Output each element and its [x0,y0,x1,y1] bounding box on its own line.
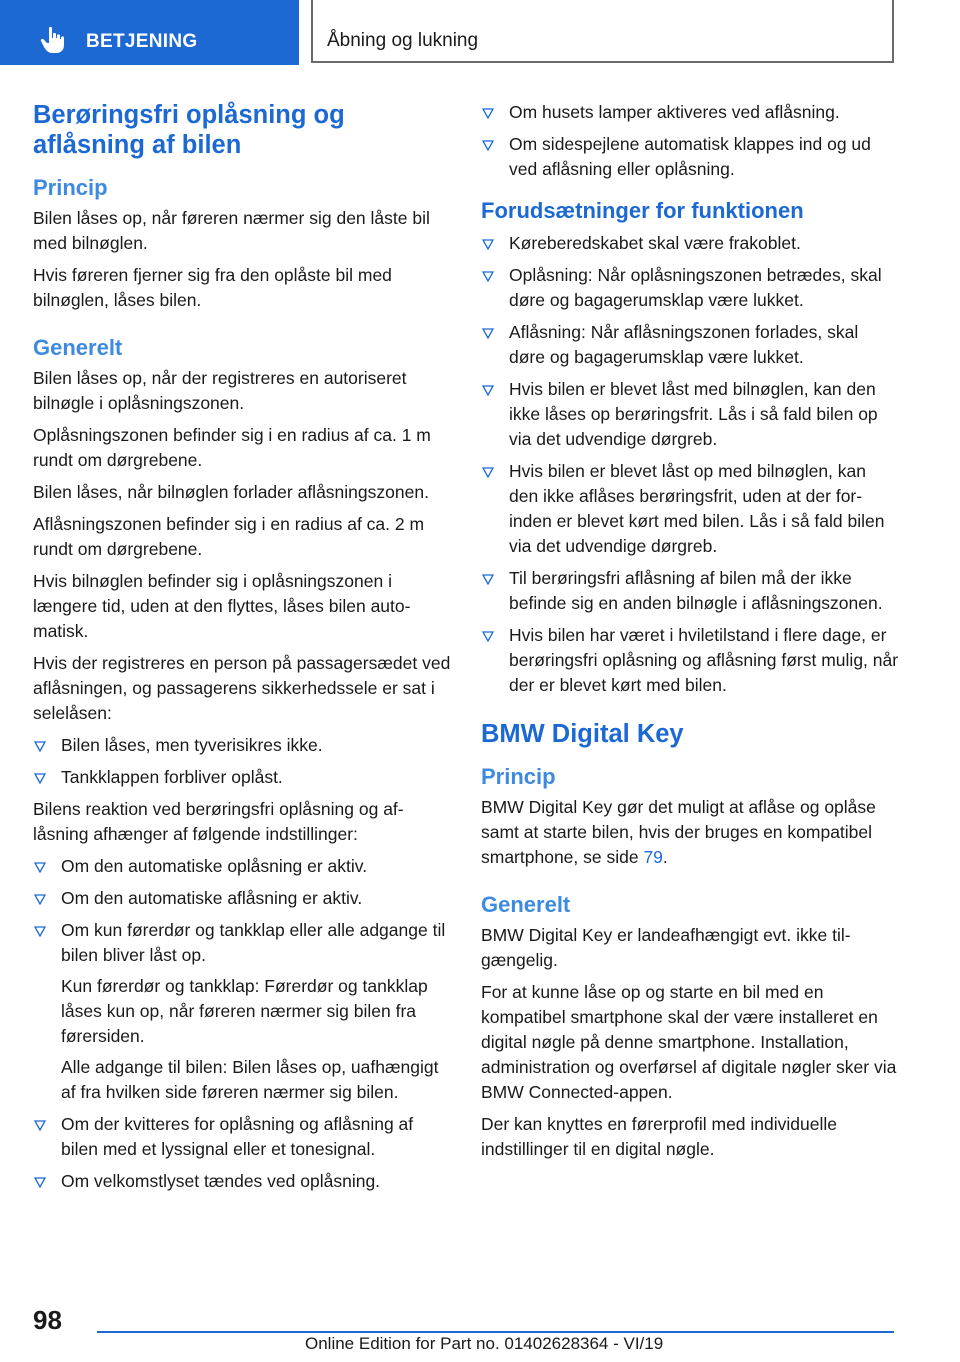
princip-heading: Princip [481,764,556,789]
header-section-tab [0,0,299,65]
footer-divider [97,1331,894,1333]
list-item: Oplåsning: Når oplåsningszonen betrædes, skal døre og bagagerumsklap være lukket. [481,263,899,313]
generelt-heading: Generelt [481,892,571,917]
list-item: Hvis bilen er blevet låst op med bilnøglen, kan den ikke aflåses berøringsfrit, uden at der forinden er blevet kørt med bilen. Lås i så fald bilen via det udvendige dørgreb. [481,459,899,559]
list-item: Om husets lamper aktiveres ved aflåsning. [481,100,899,125]
paragraph: Hvis der registreres en person på passagersædet ved aflåsningen, og passagerens sikkerhedssele er sat i selelåsen: [33,653,451,723]
forudsaetninger-heading: Forudsætninger for funktionen [481,198,804,223]
list-item: Køreberedskabet skal være frakoblet. [481,231,899,256]
triangle-bullet-icon [34,773,46,784]
triangle-bullet-icon [482,467,494,478]
page-number: 98 [33,1305,62,1335]
header-chapter-box [311,0,894,63]
paragraph: Oplåsningszonen befinder sig i en radius af ca. 1 m rundt om dørgrebene. [33,425,431,470]
list-item: Aflåsning: Når aflåsningszonen forlades, skal døre og bagagerumsklap være lukket. [481,320,899,370]
triangle-bullet-icon [34,894,46,905]
triangle-bullet-icon [482,239,494,250]
list-item: Tankklappen forbliver oplåst. [33,765,451,790]
list-item: Til berøringsfri aflåsning af bilen må der ikke befinde sig en anden bilnøgle i aflåsningszonen. [481,566,899,616]
list-item: Om sidespejlene automatisk klappes ind og ud ved aflåsning eller oplåsning. [481,132,899,182]
paragraph: Bilen låses op, når føreren nærmer sig den låste bil med bilnøglen. [33,208,430,253]
list-item: Om den automatiske oplåsning er aktiv. [33,854,451,879]
list-item: Hvis bilen er blevet låst med bilnøglen, kan den ikke låses op berøringsfrit. Lås i så fald bilen op via det udvendige dørgreb. [481,377,899,452]
left-column [33,100,451,1201]
page-title: Berøringsfri oplåsning og aflåsning af bilen [33,101,345,159]
list-subparagraph: Kun førerdør og tankklap: Førerdør og tankklap låses kun op, når føreren nærmer sig bilen fra førersiden. [61,976,428,1046]
triangle-bullet-icon [482,328,494,339]
triangle-bullet-icon [34,1177,46,1188]
list-item: Om kun førerdør og tankklap eller alle adgange til bilen bliver låst op. Kun førerdør og tankklap: Førerdør og tankklap låses kun op, når føreren nærmer sig bilen fra førersiden. Alle adgange til bilen: Bilen låses op, uafhængigt af fra hvilken side føreren nærmer sig bilen. [33,918,451,1105]
footer-edition: Online Edition for Part no. 01402628364 - VI/19 [305,1334,664,1353]
page-reference-link[interactable]: 79 [643,847,663,867]
princip-heading: Princip [33,175,108,200]
generelt-heading: Generelt [33,335,123,360]
paragraph: BMW Digital Key gør det muligt at aflåse og oplåse samt at starte bilen, hvis der bruges en kompatibel smartphone, se side 79. [481,797,876,867]
triangle-bullet-icon [482,574,494,585]
paragraph: Hvis føreren fjerner sig fra den oplåste bil med bilnøglen, låses bilen. [33,265,392,310]
triangle-bullet-icon [34,862,46,873]
bullet-list [33,854,451,1194]
list-item: Bilen låses, men tyverisikres ikke. [33,733,451,758]
section-title: BETJENING [86,31,198,52]
triangle-bullet-icon [34,741,46,752]
paragraph: Bilens reaktion ved berøringsfri oplåsning og aflåsning afhænger af følgende indstillinger: [33,799,404,844]
list-item: Om der kvitteres for oplåsning og aflåsning af bilen med et lyssignal eller et tonesignal. [33,1112,451,1162]
paragraph: Hvis bilnøglen befinder sig i oplåsningszonen i længere tid, uden at den flyttes, låses bilen automatisk. [33,571,411,641]
list-item: Om velkomstlyset tændes ved oplåsning. [33,1169,451,1194]
list-item: Om den automatiske aflåsning er aktiv. [33,886,451,911]
paragraph: Bilen låses op, når der registreres en autoriseret bilnøgle i oplåsningszonen. [33,368,407,413]
triangle-bullet-icon [34,926,46,937]
list-item: Hvis bilen har været i hviletilstand i flere dage, er berøringsfri oplåsning og aflåsning først mulig, når der er blevet kørt med bilen. [481,623,899,698]
hand-icon [40,26,66,54]
triangle-bullet-icon [482,271,494,282]
paragraph: Bilen låses, når bilnøglen forlader aflåsningszonen. [33,482,429,502]
bullet-list [481,100,899,182]
triangle-bullet-icon [34,1120,46,1131]
list-subparagraph: Alle adgange til bilen: Bilen låses op, uafhængigt af fra hvilken side føreren nærmer sig bilen. [61,1057,439,1102]
paragraph: Der kan knyttes en førerprofil med individuelle indstillinger til en digital nøgle. [481,1114,837,1159]
digital-key-heading: BMW Digital Key [481,720,684,748]
bullet-list [33,733,451,790]
paragraph: BMW Digital Key er landeafhængigt evt. ikke tilgængelig. [481,925,851,970]
triangle-bullet-icon [482,385,494,396]
right-column [481,100,899,1169]
bullet-list [481,231,899,698]
paragraph: Aflåsningszonen befinder sig i en radius af ca. 2 m rundt om dørgrebene. [33,514,425,559]
triangle-bullet-icon [482,108,494,119]
chapter-title: Åbning og lukning [327,30,479,51]
paragraph: For at kunne låse op og starte en bil med en kompatibel smartphone skal der være installeret en digital nøgle på denne smartphone. Installation, administration og overførsel af digitale nøgler sker via BMW Connected-appen. [481,982,897,1102]
triangle-bullet-icon [482,631,494,642]
triangle-bullet-icon [482,140,494,151]
